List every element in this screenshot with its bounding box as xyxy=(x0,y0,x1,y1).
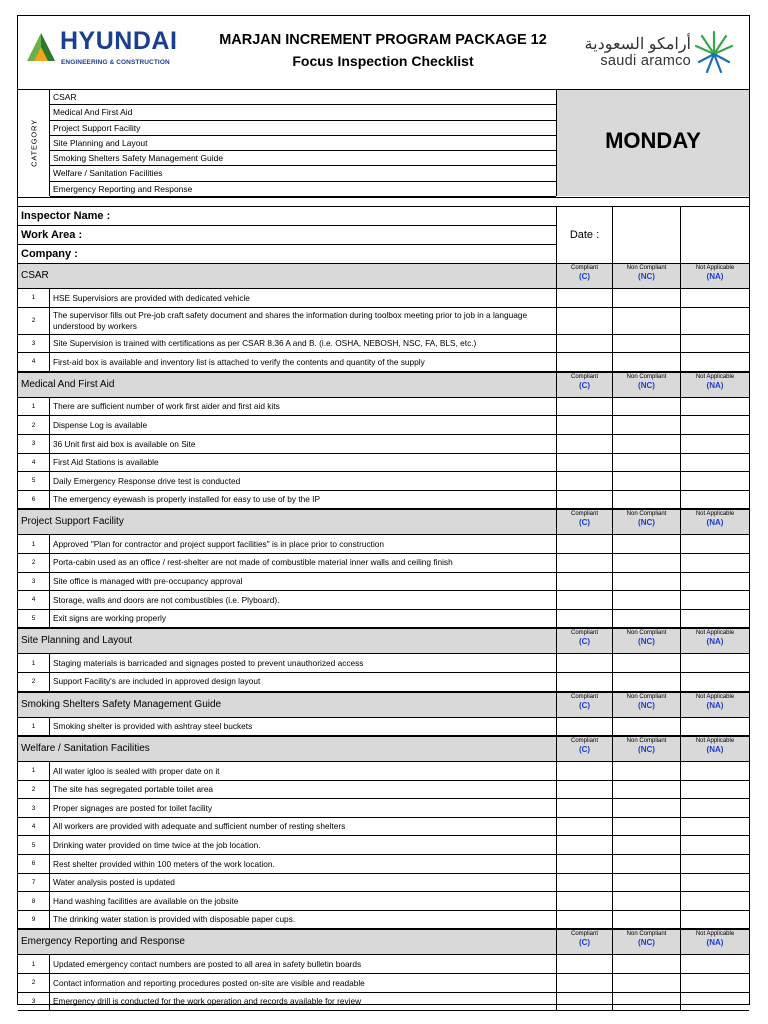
row-text: All water igloo is sealed with proper date on it xyxy=(53,765,220,776)
non-compliant-cell[interactable] xyxy=(612,335,680,353)
row-text: Site Supervision is trained with certifications as per CSAR 8.36 A and B. (i.e. OSHA, NEBOSH, NSC, FA, BLS, etc.) xyxy=(53,338,477,349)
non-compliant-code: (NC) xyxy=(638,380,655,390)
compliant-cell[interactable] xyxy=(556,799,612,817)
row-text: Hand washing facilities are available on the jobsite xyxy=(53,895,239,906)
checklist-row xyxy=(18,673,749,692)
row-number: 1 xyxy=(18,535,50,553)
compliant-cell[interactable] xyxy=(556,718,612,736)
row-number: 6 xyxy=(18,491,50,509)
row-number: 1 xyxy=(18,718,50,736)
row-text: Site office is managed with pre-occupancy approval xyxy=(53,576,243,587)
row-number: 8 xyxy=(18,892,50,910)
compliant-column-header xyxy=(556,373,612,397)
compliant-label: Compliant xyxy=(570,931,598,938)
non-compliant-label: Non Compliant xyxy=(626,373,667,380)
non-compliant-column-header xyxy=(612,510,680,534)
checklist-row xyxy=(18,718,749,737)
compliant-column-header xyxy=(556,693,612,717)
not-applicable-cell[interactable] xyxy=(680,308,749,334)
not-applicable-cell[interactable] xyxy=(680,398,749,416)
non-compliant-label: Non Compliant xyxy=(626,511,667,518)
compliant-label: Compliant xyxy=(570,373,598,380)
aramco-logo-text: saudi aramco xyxy=(600,53,691,69)
document-subtitle: Focus Inspection Checklist xyxy=(292,53,474,69)
row-number: 5 xyxy=(18,836,50,854)
row-text: There are sufficient number of work first aider and first aid kits xyxy=(53,401,280,412)
non-compliant-label: Non Compliant xyxy=(626,630,667,637)
non-compliant-cell[interactable] xyxy=(612,836,680,854)
row-number: 2 xyxy=(18,974,50,992)
non-compliant-column-header xyxy=(612,693,680,717)
row-number: 4 xyxy=(18,818,50,836)
non-compliant-cell[interactable] xyxy=(612,308,680,334)
compliant-cell[interactable] xyxy=(556,892,612,910)
hyundai-logo-text: HYUNDAI xyxy=(60,27,178,55)
section-title: CSAR xyxy=(21,270,49,281)
not-applicable-cell[interactable] xyxy=(680,762,749,780)
row-text: Staging materials is barricaded and signages posted to prevent unauthorized access xyxy=(53,657,364,668)
compliant-cell[interactable] xyxy=(556,818,612,836)
non-compliant-cell[interactable] xyxy=(612,398,680,416)
non-compliant-cell[interactable] xyxy=(612,993,680,1011)
aramco-logo-arabic: أرامكو السعودية xyxy=(584,36,691,53)
not-applicable-cell[interactable] xyxy=(680,892,749,910)
compliant-cell[interactable] xyxy=(556,955,612,973)
compliant-cell[interactable] xyxy=(556,993,612,1011)
compliant-label: Compliant xyxy=(570,630,598,637)
compliant-cell[interactable] xyxy=(556,573,612,591)
checklist-row xyxy=(18,955,749,974)
non-compliant-cell[interactable] xyxy=(612,673,680,691)
not-applicable-cell[interactable] xyxy=(680,855,749,873)
section-header xyxy=(18,263,749,289)
non-compliant-label: Non Compliant xyxy=(626,931,667,938)
non-compliant-cell[interactable] xyxy=(612,435,680,453)
checklist-row xyxy=(18,416,749,435)
work-area-field[interactable] xyxy=(18,226,556,245)
row-text: Contact information and reporting procedures posted on-site are visible and readable xyxy=(53,977,365,988)
checklist-row xyxy=(18,855,749,874)
work-area-label: Work Area : xyxy=(21,229,83,241)
compliant-cell[interactable] xyxy=(556,911,612,929)
compliant-cell[interactable] xyxy=(556,974,612,992)
row-text: Storage, walls and doors are not combustibles (i.e. Plyboard). xyxy=(53,594,280,605)
compliant-cell[interactable] xyxy=(556,454,612,472)
not-applicable-cell[interactable] xyxy=(680,610,749,628)
section-title: Welfare / Sanitation Facilities xyxy=(21,743,150,755)
compliant-code: (C) xyxy=(578,700,591,710)
info-block xyxy=(18,206,749,263)
not-applicable-cell[interactable] xyxy=(680,836,749,854)
hyundai-logo xyxy=(24,26,178,76)
row-number: 1 xyxy=(18,289,50,307)
not-applicable-cell[interactable] xyxy=(680,673,749,691)
not-applicable-column-header xyxy=(680,693,749,717)
not-applicable-code: (NA) xyxy=(706,637,724,647)
row-number: 2 xyxy=(18,416,50,434)
not-applicable-cell[interactable] xyxy=(680,435,749,453)
row-number: 1 xyxy=(18,654,50,672)
non-compliant-column-header xyxy=(612,373,680,397)
row-text: Rest shelter provided within 100 meters of the work location. xyxy=(53,858,275,869)
not-applicable-cell[interactable] xyxy=(680,591,749,609)
title-block xyxy=(198,32,568,69)
not-applicable-cell[interactable] xyxy=(680,799,749,817)
checklist-row xyxy=(18,591,749,610)
not-applicable-column-header xyxy=(680,737,749,761)
non-compliant-cell[interactable] xyxy=(612,911,680,929)
non-compliant-label: Non Compliant xyxy=(626,693,667,700)
compliant-cell[interactable] xyxy=(556,472,612,490)
checklist-row xyxy=(18,799,749,818)
section-header xyxy=(18,736,749,762)
compliant-code: (C) xyxy=(578,518,591,528)
checklist-row xyxy=(18,353,749,372)
not-applicable-code: (NA) xyxy=(706,938,724,948)
compliant-cell[interactable] xyxy=(556,654,612,672)
not-applicable-cell[interactable] xyxy=(680,472,749,490)
compliant-label: Compliant xyxy=(570,511,598,518)
compliant-code: (C) xyxy=(578,380,591,390)
non-compliant-cell[interactable] xyxy=(612,892,680,910)
category-item: CSAR xyxy=(50,90,556,105)
not-applicable-label: Not Applicable xyxy=(695,373,735,380)
aramco-star-icon xyxy=(693,26,735,76)
checklist-row xyxy=(18,974,749,993)
row-number: 6 xyxy=(18,855,50,873)
not-applicable-code: (NA) xyxy=(706,380,724,390)
checklist-row xyxy=(18,610,749,629)
not-applicable-code: (NA) xyxy=(706,700,724,710)
non-compliant-cell[interactable] xyxy=(612,573,680,591)
section-title: Emergency Reporting and Response xyxy=(21,936,185,948)
not-applicable-cell[interactable] xyxy=(680,491,749,509)
not-applicable-cell[interactable] xyxy=(680,718,749,736)
row-text: Support Facility's are included in approved design layout xyxy=(53,676,261,687)
category-list xyxy=(50,90,556,197)
compliant-cell[interactable] xyxy=(556,308,612,334)
not-applicable-cell[interactable] xyxy=(680,454,749,472)
non-compliant-code: (NC) xyxy=(638,938,655,948)
not-applicable-column-header xyxy=(680,629,749,653)
non-compliant-column-header xyxy=(612,737,680,761)
compliant-cell[interactable] xyxy=(556,335,612,353)
compliant-code: (C) xyxy=(578,637,591,647)
row-number: 3 xyxy=(18,573,50,591)
compliant-column-header xyxy=(556,737,612,761)
checklist-row xyxy=(18,535,749,554)
non-compliant-cell[interactable] xyxy=(612,818,680,836)
compliant-cell[interactable] xyxy=(556,353,612,371)
not-applicable-label: Not Applicable xyxy=(695,693,735,700)
not-applicable-label: Not Applicable xyxy=(695,511,735,518)
checklist-sheet xyxy=(17,15,750,1005)
checklist-row xyxy=(18,781,749,800)
checklist-row xyxy=(18,874,749,893)
non-compliant-cell[interactable] xyxy=(612,974,680,992)
not-applicable-cell[interactable] xyxy=(680,911,749,929)
not-applicable-code: (NA) xyxy=(706,518,724,528)
row-number: 3 xyxy=(18,335,50,353)
non-compliant-cell[interactable] xyxy=(612,610,680,628)
category-item: Emergency Reporting and Response xyxy=(50,182,556,197)
non-compliant-column-header xyxy=(612,264,680,288)
checklist-row xyxy=(18,491,749,510)
company-label: Company : xyxy=(21,248,78,260)
inspector-name-label: Inspector Name : xyxy=(21,210,111,222)
compliant-label: Compliant xyxy=(570,265,598,271)
row-number: 4 xyxy=(18,353,50,371)
row-text: Updated emergency contact numbers are posted to all area in safety bulletin boards xyxy=(53,958,362,969)
inspector-name-field[interactable] xyxy=(18,207,556,226)
section-title: Project Support Facility xyxy=(21,516,124,528)
non-compliant-cell[interactable] xyxy=(612,454,680,472)
row-number: 1 xyxy=(18,762,50,780)
document-title: MARJAN INCREMENT PROGRAM PACKAGE 12 xyxy=(219,32,547,48)
non-compliant-cell[interactable] xyxy=(612,472,680,490)
not-applicable-cell[interactable] xyxy=(680,353,749,371)
day-label: MONDAY xyxy=(605,128,701,153)
non-compliant-column-header xyxy=(612,930,680,954)
not-applicable-label: Not Applicable xyxy=(695,738,735,745)
checklist-row xyxy=(18,573,749,592)
category-block xyxy=(18,90,749,198)
not-applicable-code: (NA) xyxy=(706,745,724,755)
non-compliant-cell[interactable] xyxy=(612,762,680,780)
row-number: 3 xyxy=(18,993,50,1011)
not-applicable-cell[interactable] xyxy=(680,335,749,353)
compliant-cell[interactable] xyxy=(556,435,612,453)
non-compliant-cell[interactable] xyxy=(612,416,680,434)
category-side-label xyxy=(18,90,50,196)
company-field[interactable] xyxy=(18,245,556,264)
row-number: 2 xyxy=(18,673,50,691)
compliant-cell[interactable] xyxy=(556,591,612,609)
row-text: Emergency drill is conducted for the work operation and records available for review xyxy=(53,996,362,1007)
checklist-row xyxy=(18,554,749,573)
compliant-code: (C) xyxy=(578,745,591,755)
row-text: Exit signs are working properly xyxy=(53,613,166,624)
section-header xyxy=(18,628,749,654)
checklist-row xyxy=(18,654,749,673)
row-number: 2 xyxy=(18,554,50,572)
compliant-cell[interactable] xyxy=(556,554,612,572)
compliant-cell[interactable] xyxy=(556,289,612,307)
non-compliant-cell[interactable] xyxy=(612,289,680,307)
not-applicable-cell[interactable] xyxy=(680,573,749,591)
day-box xyxy=(556,90,749,196)
row-text: Dispense Log is available xyxy=(53,419,148,430)
non-compliant-code: (NC) xyxy=(638,745,655,755)
non-compliant-cell[interactable] xyxy=(612,554,680,572)
compliant-cell[interactable] xyxy=(556,855,612,873)
compliant-column-header xyxy=(556,930,612,954)
compliant-cell[interactable] xyxy=(556,416,612,434)
compliant-column-header xyxy=(556,510,612,534)
not-applicable-column-header xyxy=(680,930,749,954)
compliant-cell[interactable] xyxy=(556,491,612,509)
row-number: 3 xyxy=(18,435,50,453)
not-applicable-label: Not Applicable xyxy=(695,630,735,637)
row-number: 5 xyxy=(18,610,50,628)
section-header xyxy=(18,509,749,535)
not-applicable-cell[interactable] xyxy=(680,874,749,892)
row-text: Daily Emergency Response drive test is conducted xyxy=(53,475,241,486)
section-title: Medical And First Aid xyxy=(21,378,115,390)
compliant-cell[interactable] xyxy=(556,610,612,628)
not-applicable-cell[interactable] xyxy=(680,289,749,307)
not-applicable-cell[interactable] xyxy=(680,554,749,572)
not-applicable-label: Not Applicable xyxy=(695,265,735,271)
non-compliant-cell[interactable] xyxy=(612,491,680,509)
non-compliant-cell[interactable] xyxy=(612,781,680,799)
date-label-cell xyxy=(556,207,612,264)
compliant-code: (C) xyxy=(578,272,591,281)
not-applicable-cell[interactable] xyxy=(680,818,749,836)
checklist-row xyxy=(18,289,749,308)
date-field-extra[interactable] xyxy=(680,207,749,264)
date-field[interactable] xyxy=(612,207,680,264)
non-compliant-cell[interactable] xyxy=(612,874,680,892)
checklist-row xyxy=(18,472,749,491)
row-number: 1 xyxy=(18,955,50,973)
compliant-cell[interactable] xyxy=(556,874,612,892)
non-compliant-cell[interactable] xyxy=(612,654,680,672)
non-compliant-cell[interactable] xyxy=(612,591,680,609)
not-applicable-cell[interactable] xyxy=(680,416,749,434)
compliant-cell[interactable] xyxy=(556,673,612,691)
not-applicable-cell[interactable] xyxy=(680,535,749,553)
non-compliant-cell[interactable] xyxy=(612,535,680,553)
section-header xyxy=(18,692,749,718)
row-text: First Aid Stations is available xyxy=(53,457,159,468)
compliant-cell[interactable] xyxy=(556,535,612,553)
hyundai-triangle-icon xyxy=(26,32,56,62)
category-item: Welfare / Sanitation Facilities xyxy=(50,166,556,181)
row-number: 4 xyxy=(18,454,50,472)
row-text: First-aid box is available and inventory list is attached to verify the contents and quantity of the supply xyxy=(53,356,425,367)
compliant-label: Compliant xyxy=(570,693,598,700)
not-applicable-column-header xyxy=(680,510,749,534)
compliant-cell[interactable] xyxy=(556,762,612,780)
row-text: All workers are provided with adequate and sufficient number of resting shelters xyxy=(53,821,346,832)
compliant-cell[interactable] xyxy=(556,398,612,416)
checklist-row xyxy=(18,335,749,354)
checklist-sections xyxy=(18,263,749,1011)
not-applicable-cell[interactable] xyxy=(680,955,749,973)
checklist-row xyxy=(18,308,749,335)
non-compliant-code: (NC) xyxy=(638,272,655,281)
checklist-row xyxy=(18,911,749,930)
not-applicable-label: Not Applicable xyxy=(695,931,735,938)
row-text: HSE Supervisiors are provided with dedicated vehicle xyxy=(53,292,250,303)
row-number: 2 xyxy=(18,781,50,799)
row-text: Water analysis posted is updated xyxy=(53,877,175,888)
row-number: 4 xyxy=(18,591,50,609)
checklist-row xyxy=(18,435,749,454)
non-compliant-label: Non Compliant xyxy=(626,265,667,271)
section-header xyxy=(18,372,749,398)
non-compliant-cell[interactable] xyxy=(612,799,680,817)
non-compliant-cell[interactable] xyxy=(612,955,680,973)
non-compliant-label: Non Compliant xyxy=(626,738,667,745)
non-compliant-code: (NC) xyxy=(638,518,655,528)
row-number: 5 xyxy=(18,472,50,490)
section-header xyxy=(18,929,749,955)
checklist-row xyxy=(18,892,749,911)
compliant-column-header xyxy=(556,264,612,288)
compliant-cell[interactable] xyxy=(556,781,612,799)
non-compliant-code: (NC) xyxy=(638,637,655,647)
not-applicable-column-header xyxy=(680,373,749,397)
not-applicable-cell[interactable] xyxy=(680,974,749,992)
section-title: Smoking Shelters Safety Management Guide xyxy=(21,698,222,710)
row-text: The drinking water station is provided with disposable paper cups. xyxy=(53,914,296,925)
compliant-cell[interactable] xyxy=(556,836,612,854)
not-applicable-cell[interactable] xyxy=(680,654,749,672)
category-item: Site Planning and Layout xyxy=(50,136,556,151)
checklist-row xyxy=(18,836,749,855)
not-applicable-cell[interactable] xyxy=(680,993,749,1011)
document-header xyxy=(18,16,749,90)
row-text: 36 Unit first aid box is available on Site xyxy=(53,438,196,449)
checklist-row xyxy=(18,762,749,781)
row-text: Approved "Plan for contractor and project support facilities" is in place prior to construction xyxy=(53,538,385,549)
category-label: CATEGORY xyxy=(29,119,39,167)
hyundai-logo-subtext: ENGINEERING & CONSTRUCTION xyxy=(61,59,170,66)
checklist-row xyxy=(18,993,749,1012)
non-compliant-cell[interactable] xyxy=(612,718,680,736)
row-text: Drinking water provided on time twice at the job location. xyxy=(53,840,261,851)
category-item: Medical And First Aid xyxy=(50,105,556,120)
compliant-label: Compliant xyxy=(570,738,598,745)
row-number: 7 xyxy=(18,874,50,892)
row-text: The supervisor fills out Pre-job craft safety document and shares the information during toolbox meeting prior to job in a language understood by workers xyxy=(53,310,528,331)
checklist-row xyxy=(18,398,749,417)
row-text: The emergency eyewash is properly installed for easy to use of by the IP xyxy=(53,494,321,505)
compliant-column-header xyxy=(556,629,612,653)
category-item: Smoking Shelters Safety Management Guide xyxy=(50,151,556,166)
row-number: 3 xyxy=(18,799,50,817)
non-compliant-column-header xyxy=(612,629,680,653)
category-item: Project Support Facility xyxy=(50,121,556,136)
not-applicable-cell[interactable] xyxy=(680,781,749,799)
row-text: Smoking shelter is provided with ashtray steel buckets xyxy=(53,721,253,732)
not-applicable-column-header xyxy=(680,264,749,288)
non-compliant-cell[interactable] xyxy=(612,353,680,371)
compliant-code: (C) xyxy=(578,938,591,948)
checklist-row xyxy=(18,818,749,837)
date-label: Date : xyxy=(569,229,600,241)
row-number: 2 xyxy=(18,308,50,334)
non-compliant-code: (NC) xyxy=(638,700,655,710)
not-applicable-code: (NA) xyxy=(706,272,724,281)
checklist-row xyxy=(18,454,749,473)
row-text: Porta-cabin used as an office / rest-shelter are not made of combustible material inner walls and ceiling finish xyxy=(53,557,453,568)
non-compliant-cell[interactable] xyxy=(612,855,680,873)
row-number: 9 xyxy=(18,911,50,929)
row-text: Proper signages are posted for toilet facility xyxy=(53,802,213,813)
row-number: 1 xyxy=(18,398,50,416)
section-title: Site Planning and Layout xyxy=(21,635,133,647)
aramco-logo xyxy=(584,26,737,80)
row-text: The site has segregated portable toilet area xyxy=(53,784,214,795)
